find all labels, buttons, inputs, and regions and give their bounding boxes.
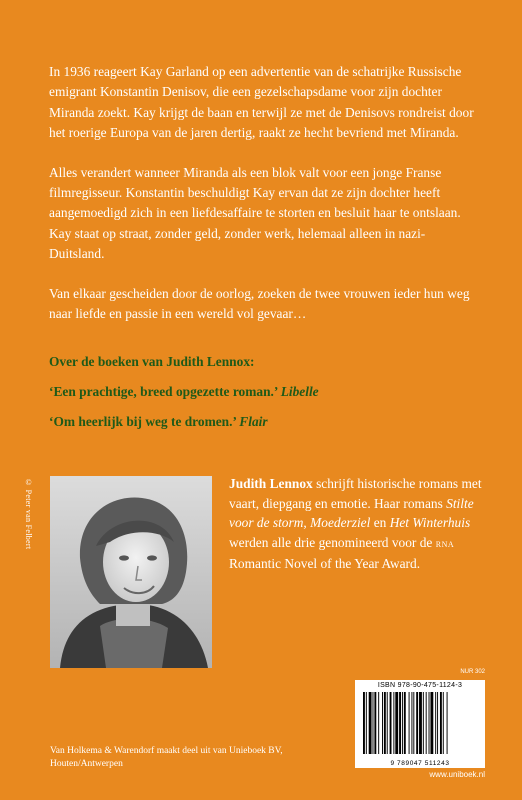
- bio-text-1: schrijft historische romans met vaart, diepgang en emotie. Haar romans: [229, 476, 482, 511]
- quote-text: ‘Om heerlijk bij weg te dromen.’: [49, 414, 236, 429]
- bio-text-2: ,: [303, 515, 311, 531]
- bio-text-5: Romantic Novel of the Year Award.: [229, 556, 421, 572]
- isbn-label: ISBN 978-90-475-1124-3: [377, 682, 463, 689]
- reviews-heading: Over de boeken van Judith Lennox:: [49, 354, 255, 369]
- review-quote-1: [49, 382, 489, 402]
- author-photo-illustration: [50, 476, 212, 668]
- website-link[interactable]: www.uniboek.nl: [429, 770, 485, 779]
- author-bio: [229, 474, 485, 574]
- nur-code: NUR 302: [460, 669, 485, 675]
- reviews: [49, 352, 489, 442]
- blurb-paragraph-1: In 1936 reageert Kay Garland op een advertentie van de schatrijke Russische emigrant Konstantin Denisov, die een gezelschapsdame voor zijn dochter Miranda zoekt. Kay krijgt de baan en terwijl ze met de Denisovs rondreist door het roerige Europa van de jaren dertig, raakt ze hecht bevriend met Miranda.: [49, 64, 474, 141]
- quote-source: Flair: [239, 414, 268, 429]
- book-title-2: Moederziel: [310, 515, 371, 531]
- bio-text-4: werden alle drie genomineerd voor de: [229, 534, 436, 550]
- author-photo: [50, 476, 212, 668]
- blurb: [49, 62, 479, 343]
- book-title-3: Het Winterhuis: [389, 515, 471, 531]
- blurb-paragraph-2: Alles verandert wanneer Miranda als een blok valt voor een jonge Franse filmregisseur. Konstantin beschuldigt Kay ervan dat ze zijn dochter heeft aangemoedigd zich in een liefdesaffaire te storten en besluit haar te ontslaan. Kay staat op straat, zonder geld, zonder werk, helemaal alleen in nazi-Duitsland.: [49, 164, 461, 262]
- rna-abbr: rna: [435, 537, 455, 550]
- quote-source: Libelle: [280, 384, 319, 399]
- quote-text: ‘Een prachtige, breed opgezette roman.’: [49, 384, 278, 399]
- book-title-1: Stilte voor de storm: [229, 495, 474, 531]
- review-quote-2: [49, 412, 489, 432]
- barcode-digits: 9 789047 511243: [390, 760, 450, 767]
- photo-credit: © Peter van Felbert: [24, 478, 33, 550]
- barcode-icon: [363, 692, 477, 754]
- author-name: Judith Lennox: [229, 476, 313, 491]
- blurb-paragraph-3: Van elkaar gescheiden door de oorlog, zoeken de twee vrouwen ieder hun weg naar liefde en passie in een wereld vol gevaar…: [49, 285, 470, 322]
- bio-text-3: en: [370, 515, 390, 531]
- publisher-note: Van Holkema & Warendorf maakt deel uit van Unieboek BV, Houten/Antwerpen: [50, 746, 283, 769]
- barcode-box: [355, 680, 485, 768]
